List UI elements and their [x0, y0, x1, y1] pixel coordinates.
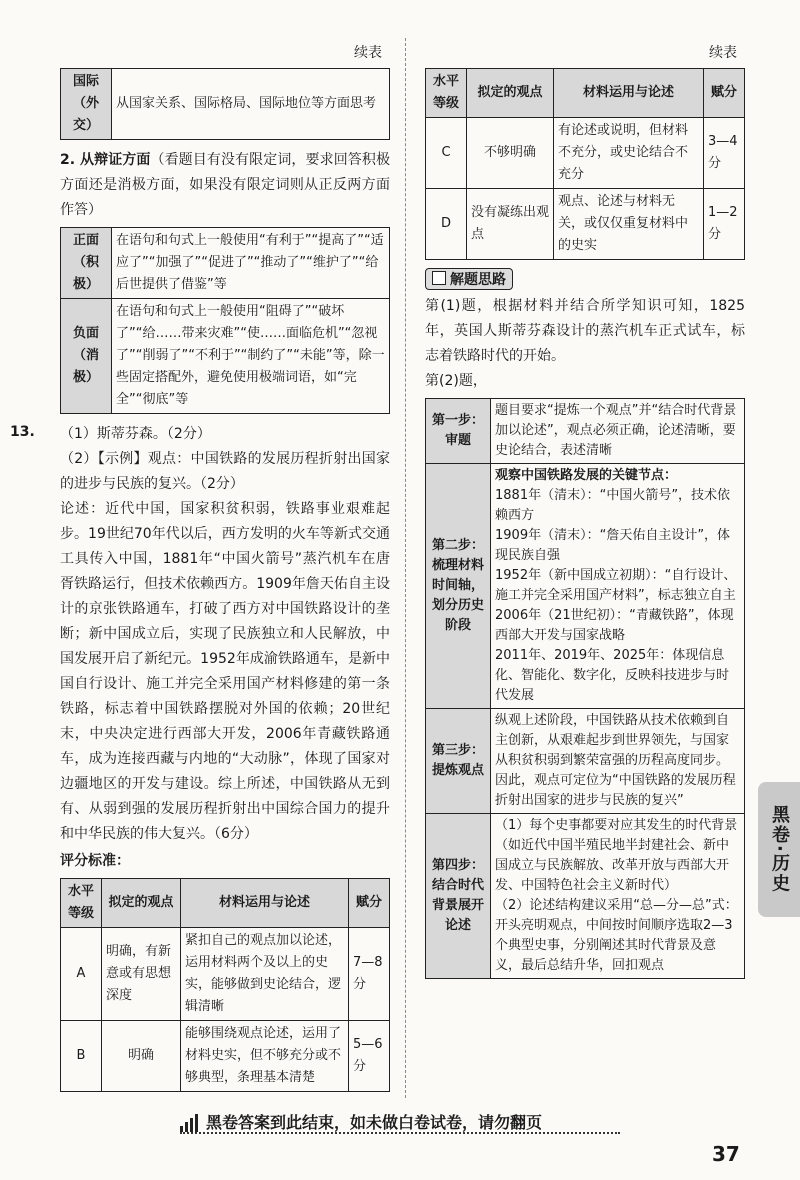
- pencil-note-icon: [432, 271, 446, 285]
- step-line: 2011年、2019年、2025年：体现信息化、智能化、数字化，反映科技进步与时代发展: [495, 648, 730, 703]
- table-row: [61, 69, 390, 140]
- score-table-left: [60, 878, 390, 1092]
- step-line: 1909年（清末）：“詹天佑自主设计”，体现民族自强: [495, 528, 731, 563]
- col-header: 水平等级: [61, 879, 102, 928]
- cell-score: 5—6分: [349, 1021, 390, 1092]
- table-row: [61, 299, 390, 414]
- step-head: 第三步：提炼观点: [426, 709, 491, 814]
- footer-dotted-line: [180, 1132, 620, 1134]
- steps-table: [425, 398, 745, 979]
- bianzheng-paragraph: [60, 148, 390, 223]
- bianzheng-title: 2. 从辩证方面: [60, 152, 151, 168]
- q13-part2: [60, 447, 390, 497]
- step-line: 观察中国铁路发展的关键节点：: [495, 468, 678, 483]
- score-table-right: [425, 68, 745, 260]
- table-row: [426, 118, 745, 189]
- cell-view: 明确，有新意或有思想深度: [102, 928, 181, 1021]
- zhengfu-table: [60, 227, 390, 414]
- col-header: 材料运用与论述: [554, 69, 704, 118]
- step-body: [491, 399, 745, 464]
- footer-note: [180, 1110, 542, 1133]
- col-header: 水平等级: [426, 69, 467, 118]
- step-body: [491, 464, 745, 709]
- table-header-row: [61, 879, 390, 928]
- cell-level: D: [426, 189, 467, 260]
- row-head: 负面（消极）: [61, 299, 112, 414]
- analysis-p1: 第(1)题，根据材料并结合所学知识可知，1825年，英国人斯蒂芬森设计的蒸汽机车正式试车，标志着铁路时代的开始。: [425, 298, 745, 364]
- q13-part2-view: 观点：中国铁路的发展历程折射出国家的进步与民族的复兴。（2分）: [60, 451, 390, 492]
- cell-score: 1—2分: [704, 189, 745, 260]
- step-body: [491, 709, 745, 814]
- pingfen-title: 评分标准：: [60, 853, 130, 869]
- row-text: 在语句和句式上一般使用“有利于”“提高了”“适应了”“加强了”“促进了”“推动了”“维护了”“给后世提供了借鉴”等: [112, 228, 390, 299]
- left-column: [10, 0, 390, 1092]
- footer-text: 黑卷答案到此结束，如未做白卷试卷，请勿翻页: [206, 1113, 543, 1132]
- q13-part1: （1）斯蒂芬森。（2分）: [60, 426, 211, 442]
- q13-block: [10, 422, 390, 874]
- row-head: 正面（积极）: [61, 228, 112, 299]
- step-line: 2006年（21世纪初）：“青藏铁路”，体现西部大开发与国家战略: [495, 608, 734, 643]
- step-line: （2）论述结构建议采用“总—分—总”式：开头亮明观点，中间按时间顺序选取2—3个典型史事，分别阐述其时代背景及意义，最后总结升华，回扣观点: [495, 898, 738, 973]
- xubiao-label: 续表: [709, 45, 737, 61]
- step-line: （1）每个史事都要对应其发生的时代背景（如近代中国半殖民地半封建社会、新中国成立与民族解放、改革开放与西部大开发、中国特色社会主义新时代）: [495, 818, 738, 893]
- top-table: [60, 68, 390, 140]
- cell-level: A: [61, 928, 102, 1021]
- col-header: 材料运用与论述: [181, 879, 349, 928]
- step-line: 纵观上述阶段，中国铁路从技术依赖到自主创新，从艰难起步到世界领先，与国家从积贫积弱到繁荣富强的历程高度同步。因此，观点可定位为“中国铁路的发展历程折射出国家的进步与民族的复兴”: [495, 713, 736, 808]
- cell-material: 有论述或说明，但材料不充分，或史论结合不充分: [554, 118, 704, 189]
- analysis-p2: 第(2)题，: [425, 373, 487, 389]
- table-row: [426, 464, 745, 709]
- table-row: [426, 814, 745, 979]
- step-body: [491, 814, 745, 979]
- row-text: 从国家关系、国际格局、国际地位等方面思考: [112, 69, 390, 140]
- subject-side-tab: 黑卷·历史: [758, 782, 800, 917]
- col-header: 拟定的观点: [467, 69, 554, 118]
- table-row: [61, 228, 390, 299]
- cell-level: B: [61, 1021, 102, 1092]
- step-line: 1881年（清末）：“中国火箭号”，技术依赖西方: [495, 488, 731, 523]
- cell-score: 3—4分: [704, 118, 745, 189]
- step-head: 第一步：审题: [426, 399, 491, 464]
- row-text: 在语句和句式上一般使用“阻碍了”“破坏了”“给……带来灾难”“使……面临危机”“忽视了”“削弱了”“不利于”“制约了”“未能”等，除一些固定搭配外，避免使用极端词语，如“完全”“彻底”等: [112, 299, 390, 414]
- jieti-label: 解题思路: [450, 272, 506, 288]
- q13-lunshu: 论述：近代中国，国家积贫积弱，铁路事业艰难起步。19世纪70年代以后，西方发明的火车等新式交通工具传入中国，1881年“中国火箭号”蒸汽机车在唐胥铁路运行，但技术依赖西方。1909年詹天佑自主设计的京张铁路通车，打破了西方对中国铁路设计的垄断；新中国成立后，实现了民族独立和人民解放，中国发展开启了新纪元。1952年成渝铁路通车，是新中国自行设计、施工并完全采用国产材料修建的第一条铁路，标志着中国铁路摆脱对外国的依赖；20世纪末，中央决定进行西部大开发，2006年青藏铁路通车，成为连接西藏与内地的“大动脉”，体现了国家对边疆地区的开发与建设。综上所述，中国铁路从无到有、从弱到强的发展历程折射出中国综合国力的提升和中华民族的伟大复兴。（6分）: [60, 501, 390, 842]
- step-line: 1952年（新中国成立初期）：“自行设计、施工并完全采用国产材料”，标志独立自主: [495, 568, 737, 603]
- bars-icon: [180, 1113, 200, 1132]
- table-row: [426, 399, 745, 464]
- table-row: [426, 189, 745, 260]
- row-head: 国际（外交）: [61, 69, 112, 140]
- q13-part2-prefix: （2）【示例】: [60, 451, 148, 467]
- table-row: [61, 1021, 390, 1092]
- cell-material: 紧扣自己的观点加以论述，运用材料两个及以上的史实，能够做到史论结合，逻辑清晰: [181, 928, 349, 1021]
- cell-material: 能够围绕观点论述，运用了材料史实，但不够充分或不够典型，条理基本清楚: [181, 1021, 349, 1092]
- table-row: [426, 709, 745, 814]
- step-head: 第二步：梳理材料时间轴，划分历史阶段: [426, 464, 491, 709]
- question-number: 13.: [10, 424, 35, 440]
- bianzheng-text: （看题目有没有限定词，要求回答积极方面还是消极方面，如果没有限定词则从正反两方面作答）: [60, 152, 390, 218]
- cell-view: 没有凝练出观点: [467, 189, 554, 260]
- col-header: 赋分: [704, 69, 745, 118]
- right-column: [425, 0, 745, 979]
- step-line: 题目要求“提炼一个观点”并“结合时代背景加以论述”，观点必须正确，论述清晰，要史论结合，表述清晰: [495, 403, 737, 458]
- cell-level: C: [426, 118, 467, 189]
- xubiao-label: 续表: [354, 45, 382, 61]
- cell-material: 观点、论述与材料无关，或仅仅重复材料中的史实: [554, 189, 704, 260]
- step-head: 第四步：结合时代背景展开论述: [426, 814, 491, 979]
- cell-view: 明确: [102, 1021, 181, 1092]
- cell-view: 不够明确: [467, 118, 554, 189]
- page-number: 37: [712, 1142, 740, 1166]
- cell-score: 7—8分: [349, 928, 390, 1021]
- table-row: [61, 928, 390, 1021]
- jieti-tag: [425, 268, 513, 290]
- col-header: 拟定的观点: [102, 879, 181, 928]
- column-divider: [405, 38, 407, 1098]
- col-header: 赋分: [349, 879, 390, 928]
- table-header-row: [426, 69, 745, 118]
